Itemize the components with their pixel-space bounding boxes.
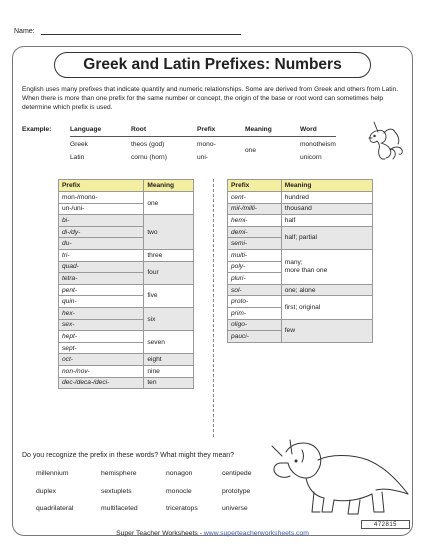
prefix-cell: quad- (59, 261, 144, 273)
prefix-cell: quin- (59, 296, 144, 308)
example-header-language: Language (70, 126, 102, 133)
prefix-cell: poly- (228, 261, 282, 273)
meaning-cell: four (144, 261, 194, 284)
word-item: centipede (222, 470, 252, 477)
table-header-row (228, 180, 373, 192)
table-row (228, 249, 373, 261)
meaning-cell: eight (144, 354, 194, 366)
table-row (228, 319, 373, 331)
example-language-2: Latin (70, 154, 85, 161)
word-item: duplex (36, 488, 57, 495)
word-item: triceratops (166, 505, 198, 512)
prefix-cell: di-/dy- (59, 226, 144, 238)
word-item: universe (222, 505, 248, 512)
table-row (59, 307, 194, 319)
example-header-word: Word (300, 126, 317, 133)
meaning-cell (281, 249, 372, 284)
word-item: prototype (222, 488, 251, 495)
prefix-cell: hept- (59, 331, 144, 343)
word-item: sextuplets (101, 488, 132, 495)
prefix-cell: un-/uni- (59, 203, 144, 215)
name-input-line[interactable] (41, 27, 241, 35)
prefix-cell: pent- (59, 284, 144, 296)
example-header-root: Root (131, 126, 147, 133)
table-row (228, 215, 373, 227)
page-title: Greek and Latin Prefixes: Numbers (54, 52, 371, 78)
meaning-cell: seven (144, 331, 194, 354)
table-header-row (59, 180, 194, 192)
prefix-cell: proto- (228, 296, 282, 308)
meaning-cell: half; partial (281, 226, 372, 249)
example-prefix-2: uni- (197, 154, 208, 161)
prefix-cell: hemi- (228, 215, 282, 227)
right-prefix-table (227, 179, 373, 343)
prefix-cell: mon-/mono- (59, 192, 144, 204)
prefix-cell: oligo- (228, 319, 282, 331)
name-row (14, 27, 241, 35)
example-label: Example: (22, 126, 52, 133)
worksheet-code: 472815 (361, 520, 410, 529)
table-header-prefix: Prefix (59, 180, 144, 192)
prefix-cell: sept- (59, 342, 144, 354)
table-row (228, 296, 373, 308)
unicorn-illustration (360, 116, 406, 164)
meaning-cell: first; original (281, 296, 372, 319)
left-prefix-table (58, 179, 194, 389)
table-row (59, 377, 194, 389)
footer-separator: - (197, 530, 204, 537)
example-word-2: unicorn (300, 154, 322, 161)
footer (0, 530, 425, 537)
prefix-cell: cent- (228, 192, 282, 204)
prefix-cell: hex- (59, 307, 144, 319)
meaning-line: many; (284, 258, 303, 266)
footer-url-link[interactable]: www.superteacherworksheets.com (203, 530, 309, 537)
table-row (59, 192, 194, 204)
question-text: Do you recognize the prefix in these words? What might they mean? (22, 452, 235, 459)
word-item: millennium (36, 470, 69, 477)
triceratops-illustration (268, 436, 414, 520)
prefix-cell: dec-/deca-/deci- (59, 377, 144, 389)
word-item: quadrilateral (36, 505, 74, 512)
example-header-meaning: Meaning (245, 126, 272, 133)
table-row (59, 261, 194, 273)
table-row (228, 226, 373, 238)
word-item: monocle (166, 488, 192, 495)
prefix-cell: sol- (228, 284, 282, 296)
meaning-cell: two (144, 215, 194, 250)
prefix-cell: du- (59, 238, 144, 250)
meaning-cell: half (281, 215, 372, 227)
table-row (228, 192, 373, 204)
word-item: hemisphere (101, 470, 137, 477)
prefix-cell: demi- (228, 226, 282, 238)
prefix-cell: pluri- (228, 273, 282, 285)
meaning-cell: nine (144, 365, 194, 377)
table-row (59, 331, 194, 343)
example-root-1: theos (god) (131, 141, 165, 148)
example-prefix-1: mono- (197, 141, 216, 148)
prefix-cell: tetra- (59, 273, 144, 285)
table-row (59, 249, 194, 261)
prefix-cell: bi- (59, 215, 144, 227)
meaning-cell: ten (144, 377, 194, 389)
column-divider (213, 179, 214, 437)
prefix-cell: non-/nov- (59, 365, 144, 377)
table-row (59, 284, 194, 296)
example-header-rule (70, 136, 336, 137)
example-root-2: cornu (horn) (131, 154, 167, 161)
meaning-cell: three (144, 249, 194, 261)
table-row (59, 365, 194, 377)
prefix-cell: multi- (228, 249, 282, 261)
prefix-cell: prim- (228, 307, 282, 319)
table-row (59, 354, 194, 366)
example-meaning: one (245, 147, 257, 154)
name-label: Name: (14, 28, 35, 35)
word-item: nonagon (166, 470, 193, 477)
word-item: multifaceted (101, 505, 138, 512)
prefix-cell: semi- (228, 238, 282, 250)
prefix-cell: mil-/milli- (228, 203, 282, 215)
meaning-cell: one; alone (281, 284, 372, 296)
meaning-cell: hundred (281, 192, 372, 204)
prefix-cell: pauci- (228, 331, 282, 343)
example-header-prefix: Prefix (197, 126, 216, 133)
table-row (228, 284, 373, 296)
meaning-cell: few (281, 319, 372, 342)
meaning-line: more than one (284, 266, 328, 274)
table-row (228, 203, 373, 215)
meaning-cell: six (144, 307, 194, 330)
meaning-cell: one (144, 192, 194, 215)
table-header-meaning: Meaning (281, 180, 372, 192)
prefix-cell: tri- (59, 249, 144, 261)
meaning-cell: five (144, 284, 194, 307)
table-row (59, 215, 194, 227)
meaning-cell: thousand (281, 203, 372, 215)
intro-paragraph: English uses many prefixes that indicate quantity and numeric relationships. Some are derived from Greek and others from Latin. When there is more than one prefix for the same number or concept, the origin of the base or root word can sometimes help determine which prefix is used. (22, 86, 399, 111)
example-language-1: Greek (70, 141, 88, 148)
prefix-cell: sex- (59, 319, 144, 331)
table-header-prefix: Prefix (228, 180, 282, 192)
footer-site-name: Super Teacher Worksheets (116, 530, 198, 537)
example-word-1: monotheism (300, 141, 336, 148)
table-header-meaning: Meaning (144, 180, 194, 192)
prefix-cell: oct- (59, 354, 144, 366)
